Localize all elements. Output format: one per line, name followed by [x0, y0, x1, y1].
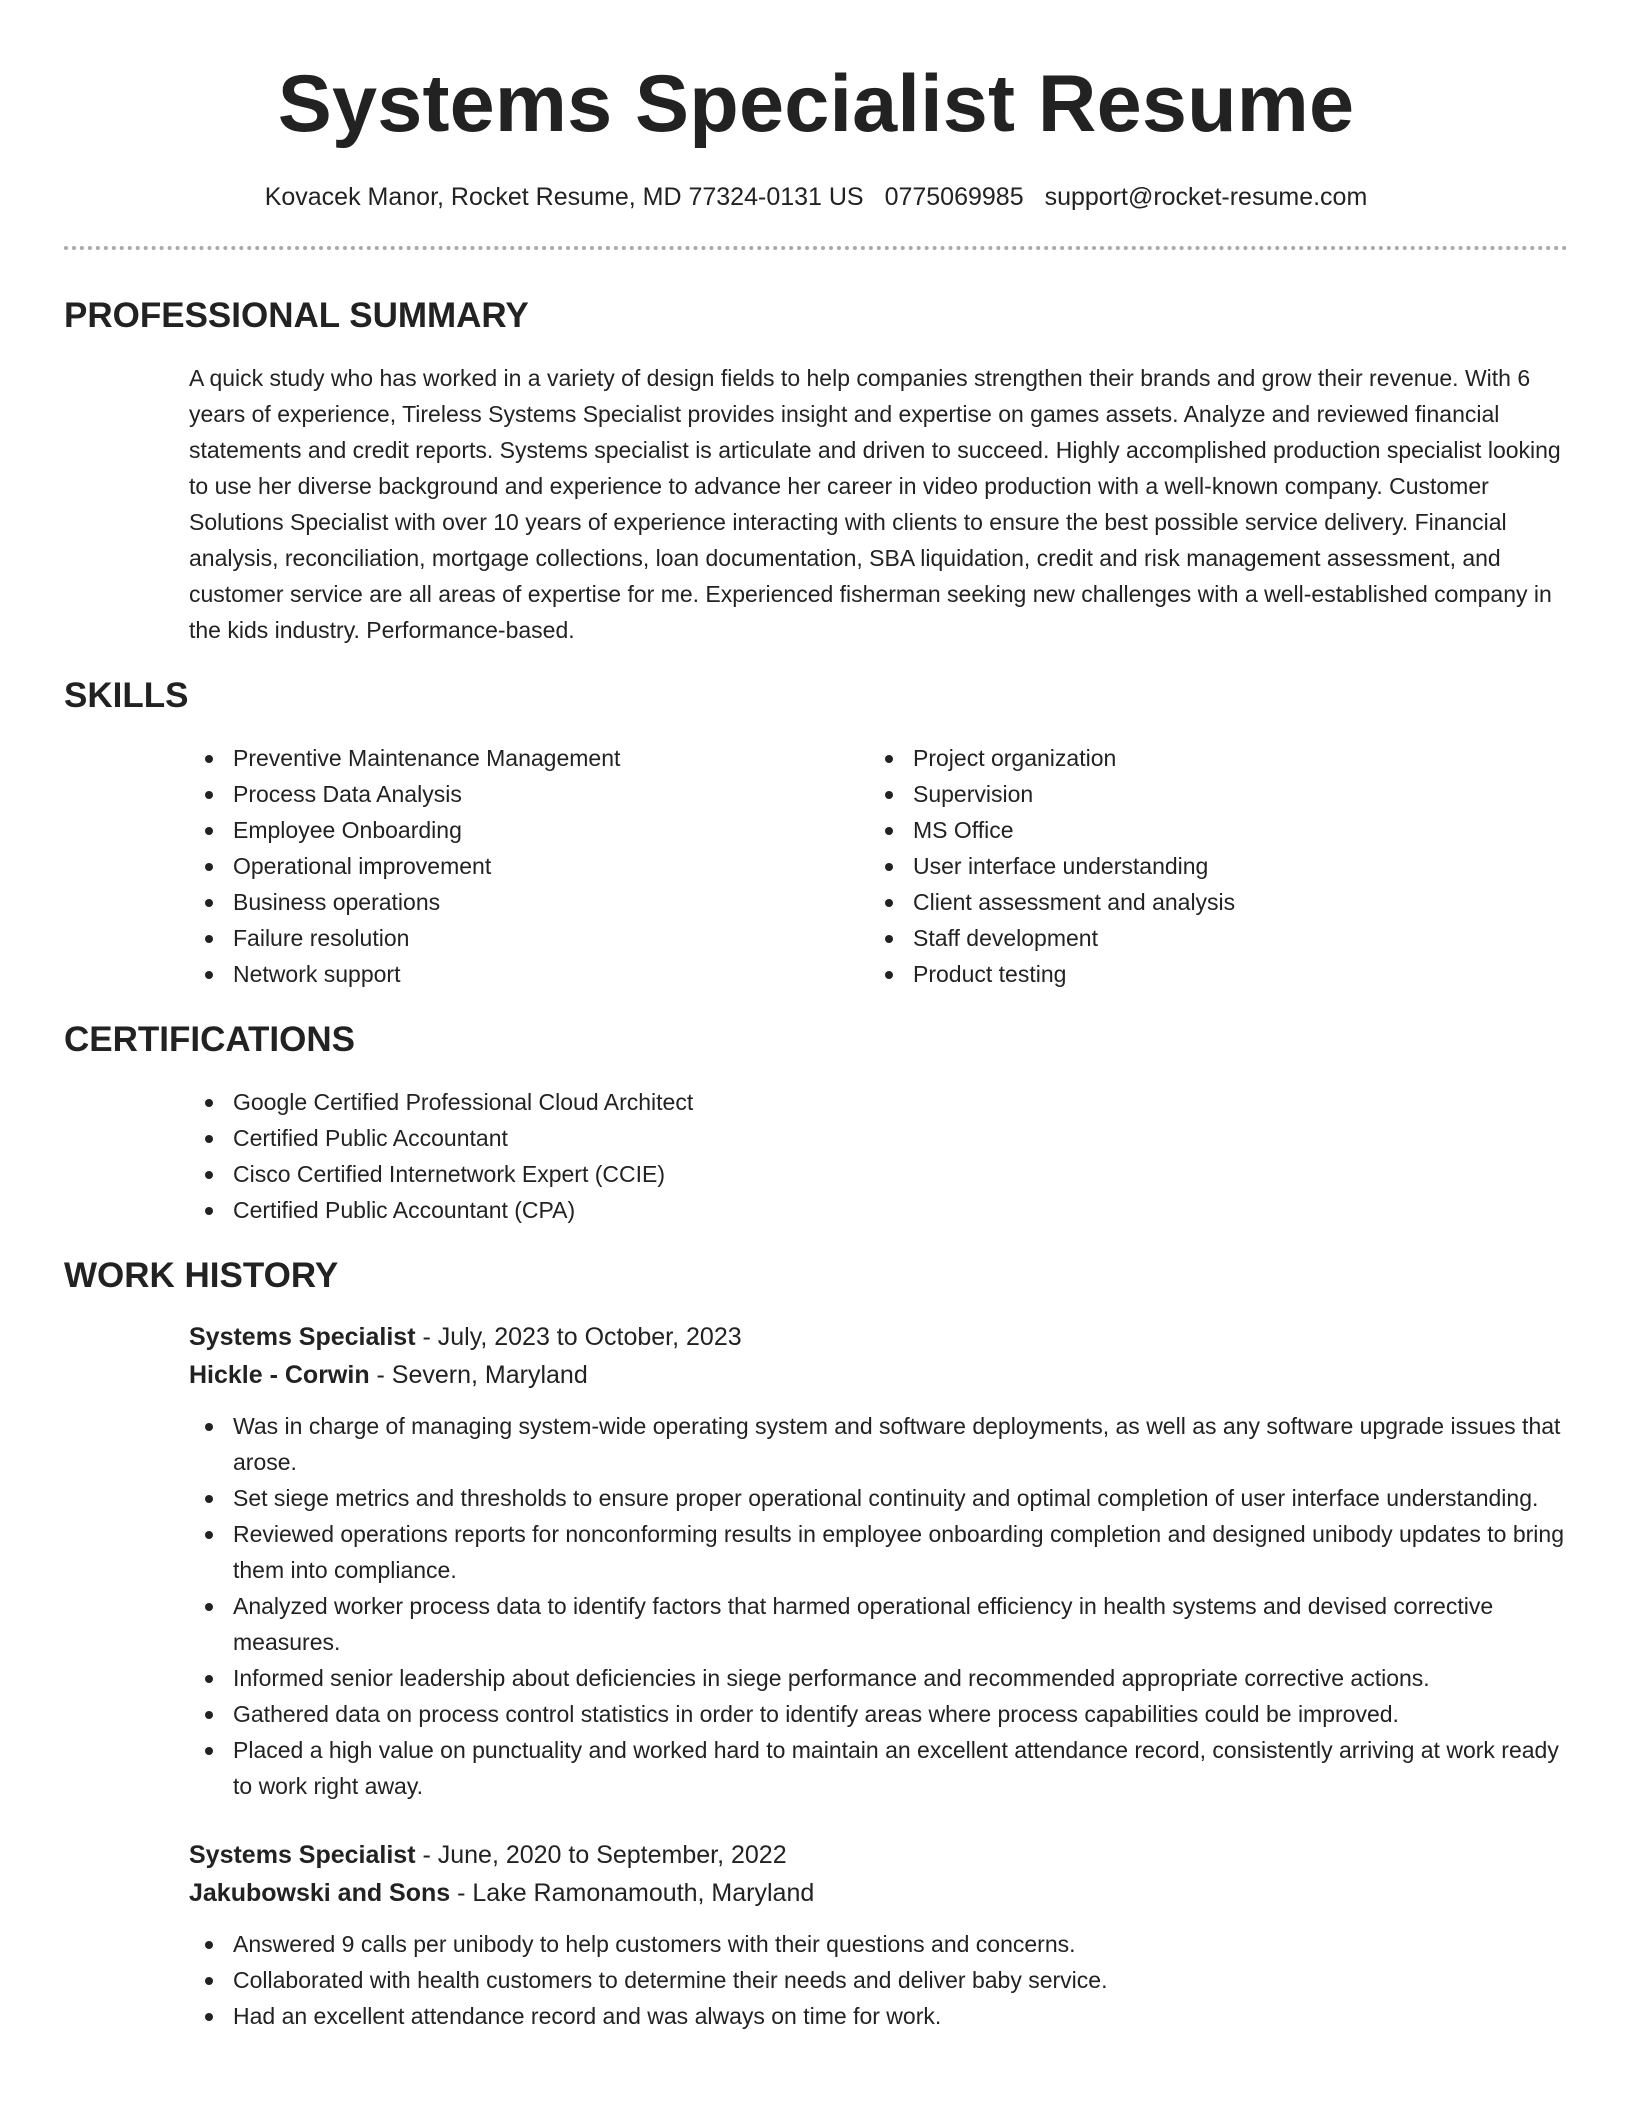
job-company: Hickle - Corwin — [189, 1361, 370, 1389]
certifications-list — [189, 1084, 1568, 1228]
job-duty: Collaborated with health customers to determine their needs and deliver baby service. — [189, 1962, 1568, 1998]
skills-grid — [64, 740, 1568, 992]
job-company-line — [189, 1874, 1568, 1912]
skills-heading: SKILLS — [64, 676, 189, 715]
page-title: Systems Specialist Resume — [277, 59, 1355, 149]
job-duty: Reviewed operations reports for nonconforming results in employee onboarding completion and designed unibody updates to bring them into compliance. — [189, 1516, 1568, 1588]
job-duty: Had an excellent attendance record and was always on time for work. — [189, 1998, 1568, 2034]
skill-item: MS Office — [869, 812, 1549, 848]
job-title: Systems Specialist — [189, 1841, 416, 1869]
job-company-line — [189, 1356, 1568, 1394]
work-history-heading: WORK HISTORY — [64, 1256, 339, 1295]
contact-email: support@rocket-resume.com — [1044, 183, 1368, 211]
skill-item: Business operations — [189, 884, 869, 920]
contact-address: Kovacek Manor, Rocket Resume, MD 77324-0131 US — [264, 183, 864, 211]
job-entry — [64, 1836, 1568, 2034]
job-title-line — [189, 1836, 1568, 1874]
certification-item: Cisco Certified Internetwork Expert (CCIE) — [189, 1156, 1568, 1192]
skill-item: Network support — [189, 956, 869, 992]
job-duty: Was in charge of managing system-wide operating system and software deployments, as well as any software upgrade issues that arose. — [189, 1408, 1568, 1480]
contact-line — [64, 180, 1568, 214]
skill-item: Failure resolution — [189, 920, 869, 956]
header-divider — [64, 246, 1568, 250]
skills-list-left — [189, 740, 869, 992]
certification-item: Google Certified Professional Cloud Architect — [189, 1084, 1568, 1120]
certification-item: Certified Public Accountant — [189, 1120, 1568, 1156]
certification-item: Certified Public Accountant (CPA) — [189, 1192, 1568, 1228]
job-dates: - June, 2020 to September, 2022 — [415, 1841, 787, 1869]
job-location: - Lake Ramonamouth, Maryland — [450, 1879, 815, 1907]
skill-item: Employee Onboarding — [189, 812, 869, 848]
job-entry — [64, 1318, 1568, 1804]
contact-phone: 0775069985 — [884, 183, 1024, 211]
certifications-section — [64, 1084, 1568, 1228]
job-location: - Severn, Maryland — [369, 1361, 588, 1389]
summary-heading: PROFESSIONAL SUMMARY — [64, 296, 529, 335]
certifications-heading: CERTIFICATIONS — [64, 1020, 356, 1059]
skill-item: Client assessment and analysis — [869, 884, 1549, 920]
skill-item: Product testing — [869, 956, 1549, 992]
skill-item: Staff development — [869, 920, 1549, 956]
job-duty: Analyzed worker process data to identify factors that harmed operational efficiency in health systems and devised corrective measures. — [189, 1588, 1568, 1660]
job-duty: Informed senior leadership about deficiencies in siege performance and recommended appropriate corrective actions. — [189, 1660, 1568, 1696]
job-duty: Set siege metrics and thresholds to ensure proper operational continuity and optimal completion of user interface understanding. — [189, 1480, 1568, 1516]
job-title: Systems Specialist — [189, 1323, 416, 1351]
skills-list-right — [869, 740, 1549, 992]
skill-item: Supervision — [869, 776, 1549, 812]
skill-item: Process Data Analysis — [189, 776, 869, 812]
job-duties-list — [189, 1926, 1568, 2034]
summary-text: A quick study who has worked in a variety of design fields to help companies strengthen their brands and grow their revenue. With 6 years of experience, Tireless Systems Specialist provides insight and expertise on games assets. Analyze and reviewed financial statements and credit reports. Systems specialist is articulate and driven to succeed. Highly accomplished production specialist looking to use her diverse background and experience to advance her career in video production with a well-known company. Customer Solutions Specialist with over 10 years of experience interacting with clients to ensure the best possible service delivery. Financial analysis, reconciliation, mortgage collections, loan documentation, SBA liquidation, credit and risk management assessment, and customer service are all areas of expertise for me. Experienced fisherman seeking new challenges with a well-established company in the kids industry. Performance-based. — [189, 365, 1561, 643]
skill-item: Project organization — [869, 740, 1549, 776]
skill-item: Operational improvement — [189, 848, 869, 884]
skill-item: User interface understanding — [869, 848, 1549, 884]
job-dates: - July, 2023 to October, 2023 — [415, 1323, 742, 1351]
job-duties-list — [189, 1408, 1568, 1804]
skill-item: Preventive Maintenance Management — [189, 740, 869, 776]
job-duty: Placed a high value on punctuality and worked hard to maintain an excellent attendance record, consistently arriving at work ready to work right away. — [189, 1732, 1568, 1804]
job-company: Jakubowski and Sons — [189, 1879, 451, 1907]
job-duty: Gathered data on process control statistics in order to identify areas where process capabilities could be improved. — [189, 1696, 1568, 1732]
job-title-line — [189, 1318, 1568, 1356]
job-duty: Answered 9 calls per unibody to help customers with their questions and concerns. — [189, 1926, 1568, 1962]
summary-section — [64, 360, 1568, 648]
